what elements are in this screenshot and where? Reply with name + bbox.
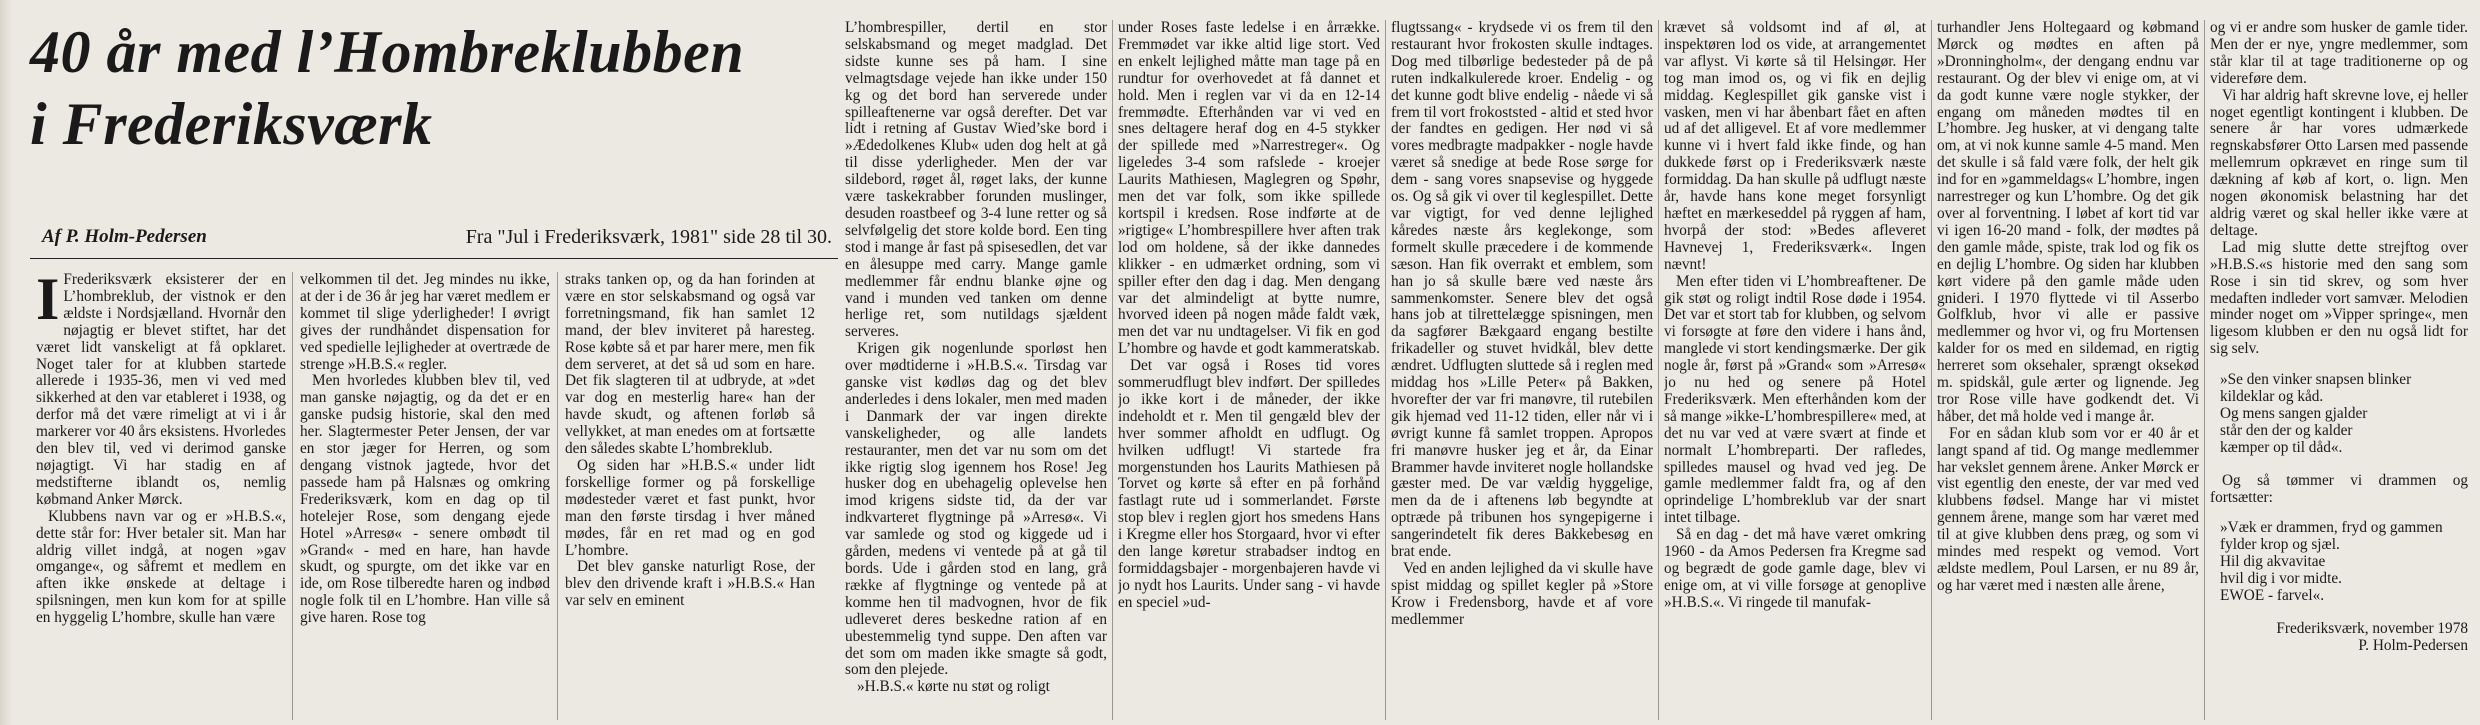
paragraph xyxy=(36,272,286,509)
headline-line-2: i Frederiksværk xyxy=(30,91,433,157)
paragraph: L’hombrespiller, dertil en stor selskabsmand og meget madglad. Det sidste kunne ses på ham. I sine velmagtsdage vejede han ikke under 150 kg og det bord han serverede under spilleaftenerne var også derefter. Det var lidt i retning af Gustav Wied’ske bord i »Ædedolkenes Klub« uden dog helt at gå til disse yderligheder. Men der var sildebord, røget ål, røget laks, der kunne være taskekrabber forunden muslinger, desuden roastbeef og 3-4 lune retter og så selvfølgelig det store kolde bord. Een ting stod i mange år fast på spisesedlen, det var en ålesuppe med carry. Mange gamle medlemmer får endnu blanke øjne og vand i munden ved tanken om denne herlige ret, som nutildags sjældent serveres. xyxy=(845,20,1107,341)
column-divider xyxy=(1658,20,1659,720)
headline-line-1: 40 år med l’Hombreklubben xyxy=(30,19,745,85)
paragraph: »H.B.S.« kørte nu støt og roligt xyxy=(857,678,1050,696)
song-line: »Væk er drammen, fryd og gammen xyxy=(2220,519,2443,537)
article-column-3 xyxy=(565,272,815,722)
column-divider xyxy=(1931,20,1932,720)
song-verse-1 xyxy=(2210,372,2468,457)
song-line: står den der og kalder xyxy=(2220,421,2353,439)
source-note: Fra "Jul i Frederiksværk, 1981" side 28 til 30. xyxy=(465,226,832,248)
signoff-name: P. Holm-Pedersen xyxy=(2358,636,2468,654)
paragraph-text: Frederiksværk eksisterer der en L’hombreklub, der vistnok er den ældste i Nordsjælland. Hvornår den nøjagtig er blevet stiftet, har det været lidt vanskeligt at få opklaret. Noget taler for at klubben startede allerede i 1935-36, men vi ved med sikkerhed at den var etableret i 1938, og derfor må det være rimeligt at vi i år markerer vor 40 års eksistens. Hvorledes den blev til, ved vi derimod ganske nøjagtigt. Vi har stadig en af medstifterne iblandt os, nemlig købmand Anker Mørck. xyxy=(36,272,286,508)
article-column-8 xyxy=(1937,20,2199,722)
paragraph: flugtssang« - krydsede vi os frem til den restaurant hvor frokosten skulle indtages. Dog med tilbørlige bedesteder på de på ruten indkalkulerede kroer. Endelig - og det kunne godt blive endelig - nåede vi så frem til vort frokoststed - altid et sted hvor der fandtes en gedigen. Her nød vi så vores medbragte madpakker - nogle havde været så snedige at bede Rose sørge for dem - sang vores snapsevise og hyggede os. Og så gik vi over til keglespillet. Dette var vigtigt, for ved denne lejlighed kåredes næste års keglekonge, som formelt skulle præcedere i de kommende sæson. Han fik overrakt et emblem, som han jo så skulle bære ved næste års sammenkomster. Senere blev det også hans job at tilrettelægge spisningen, men da sagfører Bækgaard engang bestilte frikadeller og stuvet hvidkål, blev dette ændret. Udflugten sluttede så i reglen med middag hos »Lille Peter« på Bakken, hvorefter der var fri manøvre, til rutebilen gik hjemad ved 11-12 tiden, eller når vi i øvrigt kunne få samlet troppen. Apropos fri manøvre husker jeg et år, da Einar Brammer havde inviteret nogle hollandske gæster med. De var vældig hyggelige, men da de i aftenens løb begyndte at optræde på tribunen hos syngepigerne i sangerindetelt fik deres Bakkebesøg en brat ende. xyxy=(1391,20,1653,561)
column-divider xyxy=(2204,20,2205,720)
column-divider xyxy=(1112,20,1113,720)
paragraph: Klubbens navn var og er »H.B.S.«, dette står for: Hver betaler sit. Man har aldrig villet indgå, at nogen »gav omgange«, og såfremt et medlem en aften ikke ønskede at deltage i spilsningen, men kun kom for at spille en hyggelig L’hombre, skulle han være xyxy=(36,507,286,627)
song-line: kæmper op til dåd«. xyxy=(2220,438,2343,456)
paragraph: Vi har aldrig haft skrevne love, ej heller noget egentligt kontingent i klubben. De senere år har vores udmærkede regnskabsfører Otto Larsen med passende mellemrum opkrævet en ringe sum til dækning af køb af kort, o. lign. Men nogen økonomisk belastning har det aldrig været og skal heller ikke være at deltage. xyxy=(2210,86,2468,239)
article-column-2 xyxy=(300,272,550,722)
song-verse-2 xyxy=(2210,520,2468,605)
drop-cap: I xyxy=(36,272,60,332)
song-line: EWOE - farvel«. xyxy=(2220,587,2325,605)
article-column-5 xyxy=(1118,20,1380,722)
article-column-6 xyxy=(1391,20,1653,722)
paragraph: straks tanken op, og da han forinden at være en stor selskabsmand og også var forretningsmand, fik han samlet 12 mand, der blev inviteret på haresteg. Rose købte så et par harer mere, men fik dem serveret, at det så ud som en hare. Det fik slagteren til at udbryde, at »det var dog en mesterlig hare« han der havde skudt, og aftenen forløb så vellykket, at man enedes om at fortsætte den således skabte L’hombreklub. xyxy=(565,272,815,458)
song-line: Og mens sangen gjalder xyxy=(2220,404,2368,422)
song-line: hvil dig i vor midte. xyxy=(2220,570,2342,588)
column-divider xyxy=(292,272,293,720)
headline-block xyxy=(22,8,842,158)
byline-row xyxy=(30,226,836,252)
headline-rule xyxy=(30,258,838,259)
song-line: fylder krop og sjæl. xyxy=(2220,536,2340,554)
paragraph: Så en dag - det må have været omkring 1960 - da Amos Pedersen fra Kregme sad og begrædt de gode gamle dage, blev vi enige om, at vi ville forsøge at genoplive »H.B.S.«. Vi ringede til manufak- xyxy=(1664,526,1926,611)
paragraph: turhandler Jens Holtegaard og købmand Mørck og mødtes en aften på »Dronningholm«, der dengang endnu var restaurant. Og der blev vi enige om, at vi da godt kunne være nogle stykker, der engang om måneden mødtes til en L’hombre. Jeg husker, at vi dengang talte om, at vi nok kunne samle 4-5 mand. Men det skulle i så fald være folk, der helt gik ind for en »gammeldags« L’hombre, ingen narrestreger og kun L’hombre. Og det gik over al forventning. I løbet af kort tid var vi igen 16-20 mand - folk, der mødtes på den gamle måde, spiste, trak lod og fik os en dejlig L’hombre. Og siden har klubben kørt videre på den gamle måde uden gnideri. I 1970 flyttede vi til Asserbo Golfklub, hvor vi alle er passive medlemmer og hvor vi, og fru Mortensen kalder for os med en sildemad, en rigtig herreret som oksehaler, sprængt oksekød m. spidskål, gule ærter og lignende. Jeg tror Rose ville have godkendt det. Vi håber, det må holde ved i mange år. xyxy=(1937,20,2199,425)
paragraph: Ved en anden lejlighed da vi skulle have spist middag og spillet kegler på »Store Krow i Fredensborg, havde et af vore medlemmer xyxy=(1391,560,1653,628)
paragraph: Det blev ganske naturligt Rose, der blev den drivende kraft i »H.B.S.« Han var selv en eminent xyxy=(565,558,815,610)
article-column-4 xyxy=(845,20,1107,722)
article-column-1 xyxy=(36,272,286,722)
paragraph: Og siden har »H.B.S.« under lidt forskellige former og på forskellige mødesteder været et fast punkt, hvor man den første tirsdag i hver måned mødes, får en ret mad og en god L’hombre. xyxy=(565,456,815,559)
article-column-9 xyxy=(2210,20,2468,722)
article-column-7 xyxy=(1664,20,1926,722)
song-line: kildeklar og kåd. xyxy=(2220,388,2324,406)
paragraph: under Roses faste ledelse i en årrække. Fremmødet var ikke altid lige stort. Ved en enkelt lejlighed måtte man tage på en rundtur for overhovedet at få dannet et hold. Men i reglen var vi da en 12-14 fremmødte. Efterhånden var vi ved en snes deltagere heraf dog en 4-5 stykker der spillede med »Narrestreger«. Og ligeledes 3-4 som rafslede - kroejer Laurits Mathiesen, Maglegren og Spøhr, men det var folk, som ikke spillede kortspil i kredsen. Rose indførte at de »rigtige« L’hombrespillere hver aften trak lod om holdene, så der ikke dannedes klikker - en udmærket ordning, som vi spiller efter den dag i dag. Men dengang var det almindeligt at bytte numre, hvorved ideen på nogen måde faldt væk, men det var nu undtagelser. Vi fik en god L’hombre og havde et godt kammeratskab. xyxy=(1118,20,1380,358)
paragraph: Men efter tiden vi L’hombreaftener. De gik støt og roligt indtil Rose døde i 1954. Det var et stort tab for klubben, og selvom vi forsøgte at føre den videre i hans ånd, manglede vi stort kendingsmærke. Der gik nogle år, først på »Grand« som »Arresø« jo nu hed og senere på Hotel Frederiksværk. Men efterhånden kom der så mange »ikke-L’hombrespillere« med, at det nu var ved at være svært at finde et normalt L’hombreparti. Der rafledes, spilledes mausel og hvad ved jeg. De gamle medlemmer faldt fra, og af den oprindelige L’hombreklub var der snart intet tilbage. xyxy=(1664,272,1926,527)
column-divider xyxy=(557,272,558,720)
paragraph: velkommen til det. Jeg mindes nu ikke, at der i de 36 år jeg har været medlem er kommet til slige yderligheder! I øvrigt gives der rundhåndet dispensation for ved spedielle lejligheder at overtræde de strenge »H.B.S.« regler. xyxy=(300,272,550,373)
column-divider xyxy=(1385,20,1386,720)
paragraph: Lad mig slutte dette strejftog over »H.B.S.«s historie med den sang som Rose i sin tid skrev, og som hver medaften indleder vort samvær. Melodien minder noget om »Vipper springe«, men ligesom klubben er den nu også lidt for sig selv. xyxy=(2210,238,2468,358)
song-line: Hil dig akvavitae xyxy=(2220,553,2326,571)
paragraph: Det var også i Roses tid vores sommerudflugt blev indført. Der spilledes jo ikke kort i de måneder, der ikke indeholdt et r. Men til gengæld blev der hver sommer afholdt en udflugt. Og hvilken udflugt! Vi startede fra morgenstunden hos Laurits Mathiesen på Torvet og kørte så efter en på forhånd fastlagt rute ud i sommerlandet. Første stop blev i reglen gjort hos smedens Hans i Kregme eller hos Storgaard, hvor vi efter den lange køretur strabadser indtog en formiddagsbajer - morgenbajeren havde vi jo nydt hos Laurits. Under sang - vi havde en speciel »ud- xyxy=(1118,357,1380,611)
paragraph: krævet så voldsomt ind af øl, at inspektøren lod os vide, at arrangementet var aflyst. Vi kørte så til Helsingør. Her tog man imod os, og vi fik en dejlig middag. Keglespillet gik ganske vist i vasken, men vi har åbenbart fået en aften ud af det alligevel. Et af vore medlemmer kunne vi i hvert fald ikke finde, og han dukkede først op i Frederiksværk næste formiddag. Da han skulle på udflugt næste år, havde hans kone meget forsynligt hæftet en mærkeseddel på ryggen af ham, hvorpå der stod: »Bedes afleveret Havnevej 1, Frederiksværk«. Ingen nævnt! xyxy=(1664,20,1926,273)
paragraph: For en sådan klub som vor er 40 år et langt spand af tid. Og mange medlemmer har vekslet gennem årene. Anker Mørck er vist egentlig den eneste, der var med ved klubbens fødsel. Mange har vi mistet gennem årene, mange som har været med til at give klubben dens præg, og som vi mindes med respekt og vemod. Vort ældste medlem, Poul Larsen, er nu 89 år, og har været med i næsten alle årene, xyxy=(1937,424,2199,594)
page-edge-shadow xyxy=(0,0,12,725)
song-line: »Se den vinker snapsen blinker xyxy=(2220,371,2412,389)
paragraph: og vi er andre som husker de gamle tider. Men der er nye, yngre medlemmer, som står klar til at tage traditionerne op og videreføre dem. xyxy=(2210,20,2468,87)
signoff-date: Frederiksværk, november 1978 xyxy=(2276,620,2468,637)
paragraph: Krigen gik nogenlunde sporløst hen over mødtiderne i »H.B.S.«. Tirsdag var ganske vist kødløs dag og det blev anderledes i dens lokaler, men med maden i Danmark der var ingen direkte vanskeligheder, og alle landets restauranter, men det var nu som om det ikke rigtig slog igennem hos Rose! Jeg husker dog en ubehagelig oplevelse hen imod krigens sidste tid, da der var indkvarteret flygtninge på »Arresø«. Vi var samlede og stod og kiggede ud i gården, medens vi ventede på at gå til bords. Ude i gården stod en lang, grå række af flygtninge og ventede på at komme hen til madvognen, hvor de fik udleveret deres beskedne ration af en ubestemmelig tynd suppe. Den aften var det som om maden ikke smagte så godt, som den plejede. xyxy=(845,340,1107,679)
paragraph: Men hvorledes klubben blev til, ved man ganske nøjagtig, og da det er en ganske pudsig historie, skal den med her. Slagtermester Peter Jensen, der var en stor jæger for Herren, og som dengang vistnok jagtede, hvor det passede ham på Halsnæs og omkring Frederiksværk, kom en dag op til hotelejer Rose, som dengang ejede Hotel »Arresø« - senere ombødt til »Grand« - med en hare, han havde skudt, og spurgte, om det ikke var en ide, om Rose tilberedte haren og indbød nogle folk til en L’hombre. Han ville så give haren. Rose tog xyxy=(300,372,550,627)
paragraph: Og så tømmer vi drammen og fortsætter: xyxy=(2210,471,2468,506)
byline: Af P. Holm-Pedersen xyxy=(42,226,207,247)
